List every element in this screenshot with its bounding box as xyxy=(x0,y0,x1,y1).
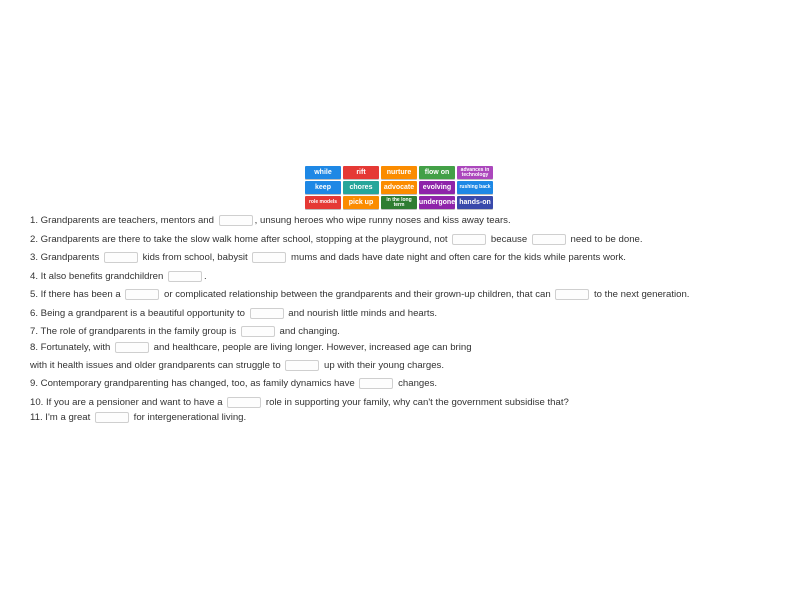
answer-blank[interactable] xyxy=(227,397,261,408)
answer-blank[interactable] xyxy=(532,234,566,245)
word-tile[interactable]: advocate xyxy=(381,181,417,194)
answer-blank[interactable] xyxy=(104,252,138,263)
question-line xyxy=(30,289,689,301)
word-tile[interactable]: flow on xyxy=(419,166,455,179)
word-tile[interactable]: in the long term xyxy=(381,196,417,209)
question-text: and nourish little minds and hearts. xyxy=(285,308,438,320)
answer-blank[interactable] xyxy=(168,271,202,282)
answer-blank[interactable] xyxy=(241,326,275,337)
question-line xyxy=(30,234,643,246)
question-line xyxy=(30,252,626,264)
question-text: or complicated relationship between the grandparents and their grown-up children, that can xyxy=(161,289,554,301)
question-text: because xyxy=(488,234,530,246)
question-line xyxy=(30,342,472,354)
question-line xyxy=(30,412,246,424)
question-text: 10. If you are a pensioner and want to have a xyxy=(30,397,226,409)
question-text: 9. Contemporary grandparenting has changed, too, as family dynamics have xyxy=(30,378,358,390)
question-line xyxy=(30,378,437,390)
word-tile[interactable]: evolving xyxy=(419,181,455,194)
answer-blank[interactable] xyxy=(555,289,589,300)
word-tile[interactable]: rushing back xyxy=(457,181,493,194)
answer-blank[interactable] xyxy=(252,252,286,263)
question-line xyxy=(30,215,511,227)
question-text: , unsung heroes who wipe runny noses and kiss away tears. xyxy=(254,215,511,227)
question-text: 4. It also benefits grandchildren xyxy=(30,271,166,283)
word-tile[interactable]: while xyxy=(305,166,341,179)
question-text: 6. Being a grandparent is a beautiful opportunity to xyxy=(30,308,248,320)
word-tile[interactable]: hands-on xyxy=(457,196,493,209)
question-text: for intergenerational living. xyxy=(130,412,247,424)
answer-blank[interactable] xyxy=(285,360,319,371)
question-text: 5. If there has been a xyxy=(30,289,124,301)
question-text: to the next generation. xyxy=(591,289,690,301)
question-text: 11. I'm a great xyxy=(30,412,93,424)
answer-blank[interactable] xyxy=(95,412,129,423)
question-text: and healthcare, people are living longer. However, increased age can bring xyxy=(151,342,472,354)
word-tile[interactable]: keep xyxy=(305,181,341,194)
word-tile[interactable]: role models xyxy=(305,196,341,209)
answer-blank[interactable] xyxy=(250,308,284,319)
question-text: mums and dads have date night and often care for the kids while parents work. xyxy=(288,252,626,264)
question-text: 2. Grandparents are there to take the slow walk home after school, stopping at the playground, not xyxy=(30,234,451,246)
answer-blank[interactable] xyxy=(125,289,159,300)
question-text: 7. The role of grandparents in the family group is xyxy=(30,326,239,338)
question-text: and changing. xyxy=(276,326,340,338)
word-tile[interactable]: undergone xyxy=(419,196,455,209)
answer-blank[interactable] xyxy=(452,234,486,245)
answer-blank[interactable] xyxy=(115,342,149,353)
word-tile[interactable]: advances in technology xyxy=(457,166,493,179)
question-text: 8. Fortunately, with xyxy=(30,342,114,354)
word-tile[interactable]: pick up xyxy=(343,196,379,209)
question-line xyxy=(30,397,569,409)
question-text: . xyxy=(204,271,207,283)
answer-blank[interactable] xyxy=(219,215,253,226)
word-tile[interactable]: nurture xyxy=(381,166,417,179)
answer-blank[interactable] xyxy=(359,378,393,389)
question-line xyxy=(30,271,207,283)
question-text: with it health issues and older grandparents can struggle to xyxy=(30,360,284,372)
question-text: changes. xyxy=(395,378,438,390)
question-line xyxy=(30,308,437,320)
word-tile[interactable]: rift xyxy=(343,166,379,179)
question-line xyxy=(30,360,444,372)
question-text: up with their young charges. xyxy=(321,360,444,372)
question-text: kids from school, babysit xyxy=(140,252,251,264)
question-text: need to be done. xyxy=(567,234,643,246)
question-text: role in supporting your family, why can't the government subsidise that? xyxy=(263,397,569,409)
word-tile[interactable]: chores xyxy=(343,181,379,194)
question-line xyxy=(30,326,340,338)
question-text: 1. Grandparents are teachers, mentors and xyxy=(30,215,217,227)
question-text: 3. Grandparents xyxy=(30,252,102,264)
